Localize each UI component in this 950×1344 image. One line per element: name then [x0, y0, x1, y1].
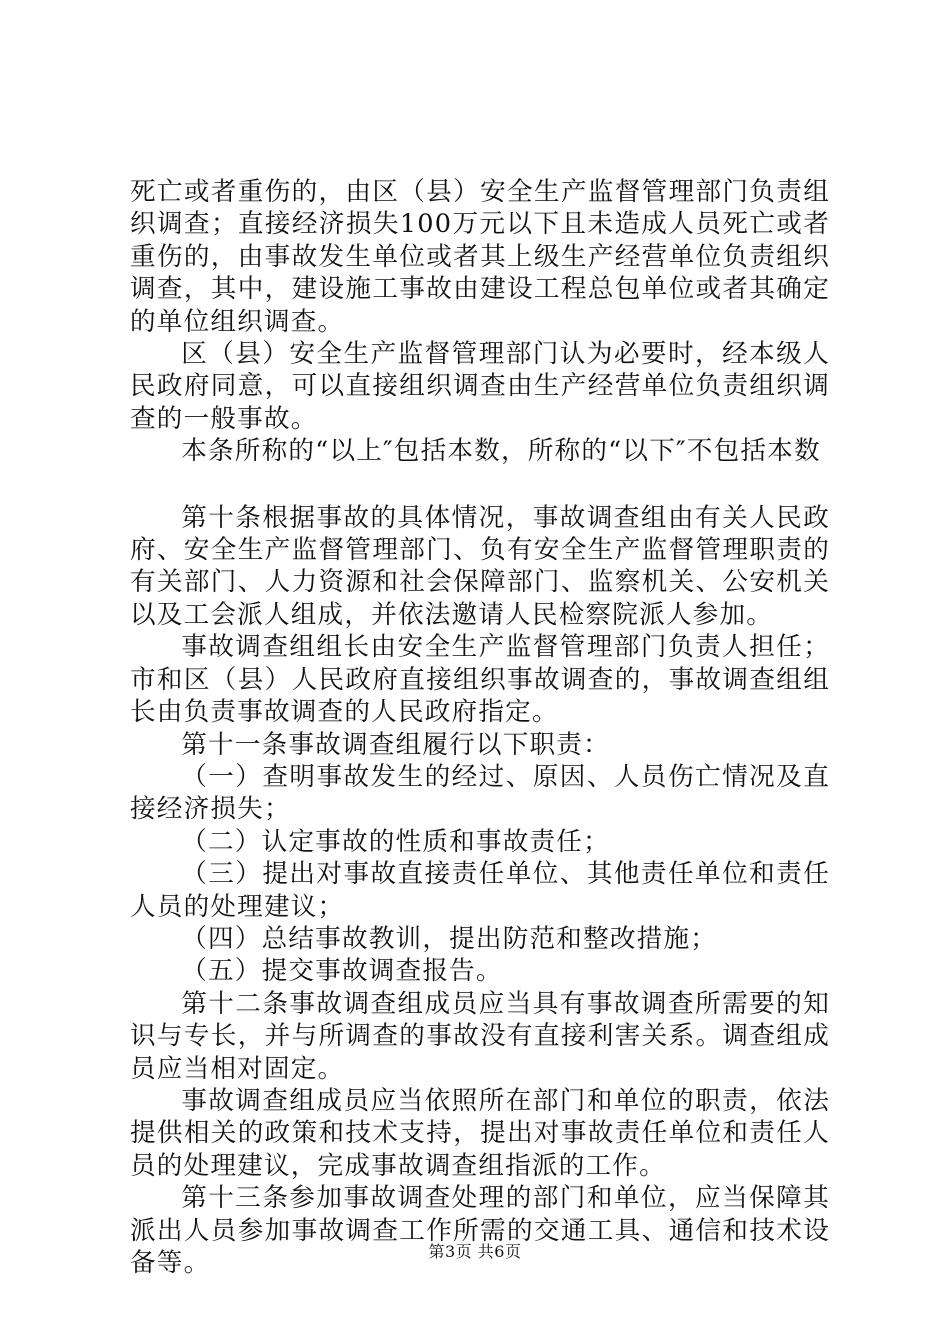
document-body	[130, 176, 830, 1279]
paragraph-member-duties: 事故调查组成员应当依照所在部门和单位的职责，依法提供相关的政策和技术支持，提出对事故责任单位和责任人员的处理建议，完成事故调查组指派的工作。	[130, 1085, 830, 1181]
list-item-duty-3: （三）提出对事故直接责任单位、其他责任单位和责任人员的处理建议；	[130, 859, 830, 922]
list-item-duty-4: （四）总结事故教训，提出防范和整改措施；	[181, 923, 718, 954]
paragraph-continuation: 死亡或者重伤的，由区（县）安全生产监督管理部门负责组织调查；直接经济损失100万元以下且未造成人员死亡或者重伤的，由事故发生单位或者其上级生产经营单位负责组织调查，其中，建设施工事故由建设工程总包单位或者其确定的单位组织调查。	[130, 177, 830, 337]
paragraph-article-12: 第十二条事故调查组成员应当具有事故调查所需要的知识与专长，并与所调查的事故没有直接利害关系。调查组成员应当相对固定。	[130, 988, 830, 1084]
page-number-footer: 第3页 共6页	[428, 1242, 522, 1261]
paragraph-definition-note: 本条所称的“以上″包括本数，所称的“以下″不包括本数	[181, 436, 821, 467]
paragraph-article-10: 第十条根据事故的具体情况，事故调查组由有关人民政府、安全生产监督管理部门、负有安全生产监督管理职责的有关部门、人力资源和社会保障部门、监察机关、公安机关以及工会派人组成，并依法邀请人民检察院派人参加。	[130, 502, 830, 630]
list-item-duty-1: （一）查明事故发生的经过、原因、人员伤亡情况及直接经济损失；	[130, 761, 830, 825]
paragraph-article-13: 第十三条参加事故调查处理的部门和单位，应当保障其派出人员参加事故调查工作所需的交通工具、通信和技术设备等。	[130, 1183, 830, 1278]
list-item-duty-2: （二）认定事故的性质和事故责任；	[181, 826, 610, 857]
paragraph-county-authority: 区（县）安全生产监督管理部门认为必要时，经本级人民政府同意，可以直接组织调查由生产经营单位负责组织调查的一般事故。	[130, 339, 830, 434]
paragraph-article-11: 第十一条事故调查组履行以下职责：	[181, 729, 610, 760]
list-item-duty-5: （五）提交事故调查报告。	[181, 956, 503, 987]
paragraph-team-leader: 事故调查组组长由安全生产监督管理部门负责人担任；市和区（县）人民政府直接组织事故调查的，事故调查组组长由负责事故调查的人民政府指定。	[130, 632, 830, 728]
paragraph-gap	[130, 468, 830, 502]
